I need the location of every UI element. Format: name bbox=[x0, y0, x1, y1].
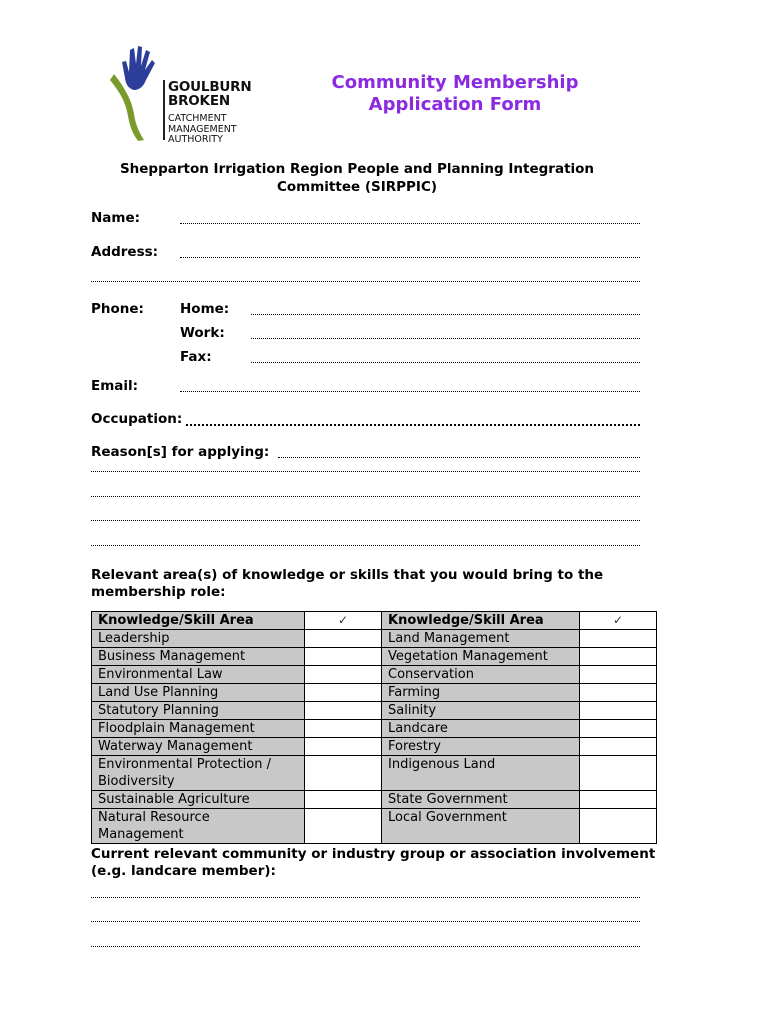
skill-checkbox[interactable] bbox=[305, 738, 382, 756]
reason-field-line5[interactable] bbox=[91, 544, 640, 546]
left-column-header: Knowledge/Skill Area bbox=[92, 612, 305, 630]
work-label: Work: bbox=[180, 325, 225, 341]
skill-checkbox[interactable] bbox=[305, 702, 382, 720]
skill-item: Vegetation Management bbox=[382, 648, 580, 666]
logo-subtitle: CATCHMENT MANAGEMENT AUTHORITY bbox=[168, 113, 237, 145]
email-field[interactable] bbox=[180, 390, 640, 392]
skill-checkbox[interactable] bbox=[580, 720, 657, 738]
table-row bbox=[92, 612, 657, 630]
skill-item: Floodplain Management bbox=[92, 720, 305, 738]
name-label: Name: bbox=[91, 210, 141, 226]
skills-heading: Relevant area(s) of knowledge or skills that you would bring to the membership role: bbox=[91, 567, 604, 600]
skill-checkbox[interactable] bbox=[580, 630, 657, 648]
skill-item: Conservation bbox=[382, 666, 580, 684]
skill-item: Local Government bbox=[382, 809, 580, 844]
skill-item: Business Management bbox=[92, 648, 305, 666]
tick-icon: ✓ bbox=[337, 613, 349, 627]
skill-item: Environmental Protection / Biodiversity bbox=[92, 756, 305, 791]
home-phone-field[interactable] bbox=[251, 313, 640, 315]
home-label: Home: bbox=[180, 301, 230, 317]
committee-name: Shepparton Irrigation Region People and Planning Integration Committee (SIRPPIC) bbox=[119, 161, 595, 195]
gbcma-logo bbox=[108, 44, 268, 144]
hand-river-logo-icon bbox=[108, 44, 164, 144]
skill-item: Landcare bbox=[382, 720, 580, 738]
form-title: Community Membership Application Form bbox=[331, 72, 579, 115]
involvement-field-line3[interactable] bbox=[91, 945, 640, 947]
table-row bbox=[92, 738, 657, 756]
skill-item: Statutory Planning bbox=[92, 702, 305, 720]
fax-field[interactable] bbox=[251, 361, 640, 363]
skill-checkbox[interactable] bbox=[580, 666, 657, 684]
address-field-line1[interactable] bbox=[180, 256, 640, 258]
skill-item: Land Management bbox=[382, 630, 580, 648]
skill-item: Waterway Management bbox=[92, 738, 305, 756]
table-row bbox=[92, 702, 657, 720]
involvement-field-line1[interactable] bbox=[91, 896, 640, 898]
left-tick-header bbox=[305, 612, 382, 630]
skill-item: Environmental Law bbox=[92, 666, 305, 684]
skill-checkbox[interactable] bbox=[305, 720, 382, 738]
table-row bbox=[92, 756, 657, 791]
skill-item: Sustainable Agriculture bbox=[92, 791, 305, 809]
skill-item: Leadership bbox=[92, 630, 305, 648]
reason-field-line4[interactable] bbox=[91, 519, 640, 521]
skill-checkbox[interactable] bbox=[305, 666, 382, 684]
right-column-header: Knowledge/Skill Area bbox=[382, 612, 580, 630]
work-phone-field[interactable] bbox=[251, 337, 640, 339]
skill-item: Indigenous Land bbox=[382, 756, 580, 791]
reason-label: Reason[s] for applying: bbox=[91, 444, 270, 460]
occupation-field[interactable] bbox=[186, 423, 640, 426]
right-tick-header bbox=[580, 612, 657, 630]
table-row bbox=[92, 666, 657, 684]
skill-checkbox[interactable] bbox=[580, 791, 657, 809]
reason-field-line1[interactable] bbox=[278, 456, 640, 458]
skill-checkbox[interactable] bbox=[580, 809, 657, 844]
skill-item: Salinity bbox=[382, 702, 580, 720]
email-label: Email: bbox=[91, 378, 139, 394]
table-row bbox=[92, 648, 657, 666]
skills-table bbox=[91, 611, 657, 844]
table-row bbox=[92, 720, 657, 738]
fax-label: Fax: bbox=[180, 349, 212, 365]
skill-item: Forestry bbox=[382, 738, 580, 756]
skill-checkbox[interactable] bbox=[580, 756, 657, 791]
address-field-line2[interactable] bbox=[91, 280, 640, 282]
logo-divider bbox=[163, 80, 165, 140]
skill-checkbox[interactable] bbox=[305, 791, 382, 809]
skill-checkbox[interactable] bbox=[305, 684, 382, 702]
table-row bbox=[92, 809, 657, 844]
reason-field-line3[interactable] bbox=[91, 495, 640, 497]
involvement-heading: Current relevant community or industry group or association involvement (e.g. landcare member): bbox=[91, 846, 656, 879]
skill-item: Farming bbox=[382, 684, 580, 702]
skill-checkbox[interactable] bbox=[580, 702, 657, 720]
skill-checkbox[interactable] bbox=[305, 630, 382, 648]
skill-item: State Government bbox=[382, 791, 580, 809]
involvement-field-line2[interactable] bbox=[91, 920, 640, 922]
table-row bbox=[92, 630, 657, 648]
skill-item: Natural Resource Management bbox=[92, 809, 305, 844]
skill-checkbox[interactable] bbox=[305, 756, 382, 791]
name-field[interactable] bbox=[180, 222, 640, 224]
skill-checkbox[interactable] bbox=[305, 809, 382, 844]
table-row bbox=[92, 684, 657, 702]
skill-checkbox[interactable] bbox=[580, 738, 657, 756]
skill-checkbox[interactable] bbox=[580, 648, 657, 666]
skill-item: Land Use Planning bbox=[92, 684, 305, 702]
reason-field-line2[interactable] bbox=[91, 470, 640, 472]
tick-icon: ✓ bbox=[612, 613, 624, 627]
logo-name: GOULBURN BROKEN bbox=[168, 79, 252, 109]
occupation-label: Occupation: bbox=[91, 411, 183, 427]
skill-checkbox[interactable] bbox=[580, 684, 657, 702]
table-row bbox=[92, 791, 657, 809]
phone-label: Phone: bbox=[91, 301, 144, 317]
address-label: Address: bbox=[91, 244, 159, 260]
skill-checkbox[interactable] bbox=[305, 648, 382, 666]
